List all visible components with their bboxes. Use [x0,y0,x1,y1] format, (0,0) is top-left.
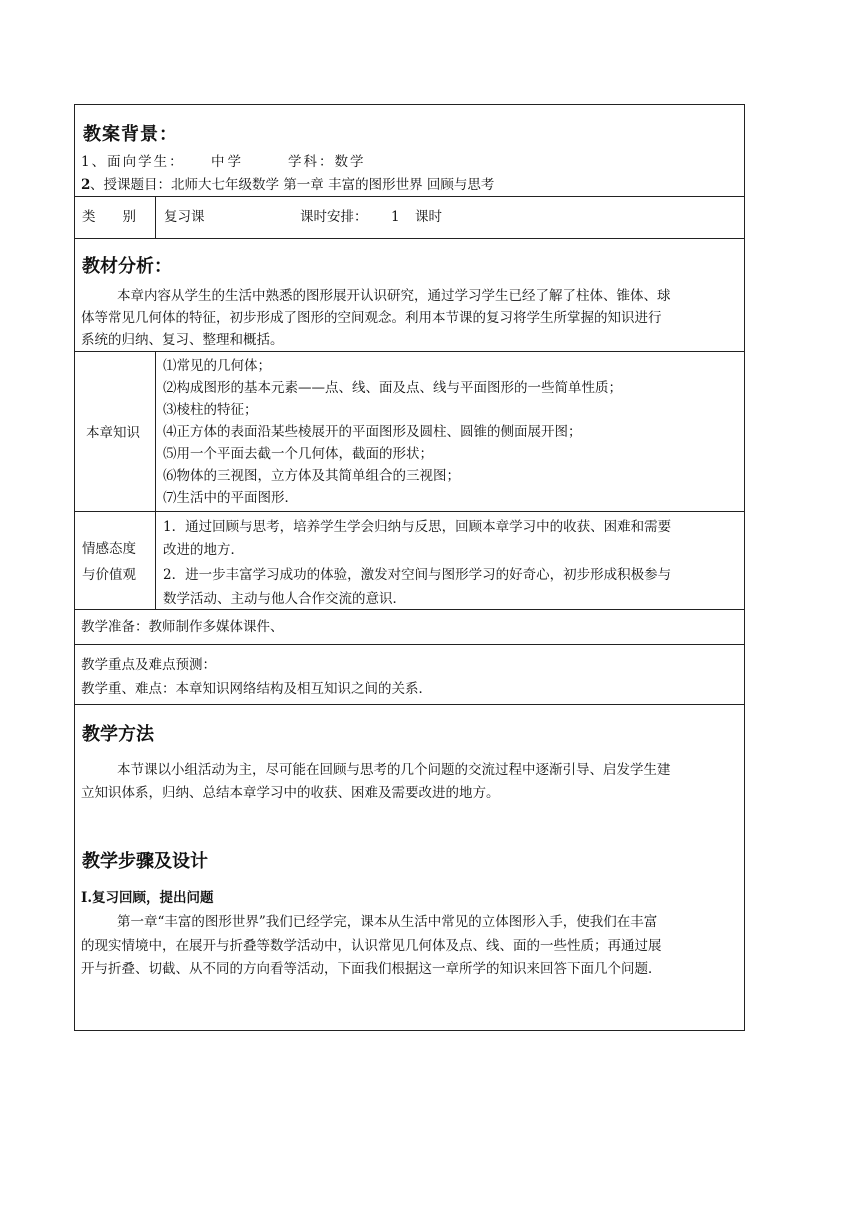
divider [74,644,745,645]
key-points-text: 教学重、难点：本章知识网络结构及相互知识之间的关系． [81,681,432,697]
knowledge-item: ⑸用一个平面去截一个几何体，截面的形状； [163,446,433,462]
category-value: 复习课 [164,209,205,225]
background-heading: 教案背景： [83,124,178,145]
divider [74,704,745,705]
subject-field: 学科：数学 [288,154,366,170]
attitude-line: 2．进一步丰富学习成功的体验，激发对空间与图形学习的好奇心，初步形成积极参与 [163,567,672,583]
key-points-heading: 教学重点及难点预测： [81,657,216,673]
materials-line: 系统的归纳、复习、整理和概括。 [81,332,284,348]
steps-section-title: Ⅰ.复习回顾，提出问题 [81,890,214,906]
attitude-line: 数学活动、主动与他人合作交流的意识． [163,591,406,607]
method-line: 本节课以小组活动为主，尽可能在回顾与思考的几个问题的交流过程中逐渐引导、启发学生建 [117,762,671,778]
knowledge-item: ⑴常见的几何体； [163,358,271,374]
divider [74,511,745,512]
knowledge-label: 本章知识 [86,425,140,441]
materials-heading: 教材分析： [82,256,172,277]
column-divider [155,196,156,238]
lesson-title: 、授课题目：北师大七年级数学 第一章 丰富的图形世界 回顾与思考 [90,177,495,193]
steps-line: 的现实情境中，在展开与折叠等数学活动中，认识常见几何体及点、线、面的一些性质；再通过展 [81,938,662,954]
hours-label: 课时安排： [300,209,368,225]
steps-line: 第一章“丰富的图形世界”我们已经学完，课本从生活中常见的立体图形入手，使我们在丰富 [117,914,658,930]
knowledge-item: ⑹物体的三视图，立方体及其简单组合的三视图； [163,468,460,484]
divider [74,609,745,610]
hours-unit: 课时 [415,209,442,225]
materials-line: 本章内容从学生的生活中熟悉的图形展开认识研究，通过学习学生已经了解了柱体、锥体、球 [117,288,671,304]
method-heading: 教学方法 [82,724,154,745]
preparation-text: 教学准备：教师制作多媒体课件、 [81,619,284,635]
materials-line: 体等常见几何体的特征，初步形成了图形的空间观念。利用本节课的复习将学生所掌握的知识进行 [81,310,662,326]
column-divider [155,351,156,609]
knowledge-item: ⑷正方体的表面沿某些棱展开的平面图形及圆柱、圆锥的侧面展开图； [163,424,582,440]
knowledge-item: ⑶棱柱的特征； [163,402,258,418]
attitude-label: 与价值观 [82,567,136,583]
knowledge-item: ⑺生活中的平面图形． [163,490,298,506]
divider [74,196,745,197]
attitude-line: 改进的地方． [163,542,244,558]
target-students-label: 1、面向学生： [81,154,185,170]
method-line: 立知识体系，归纳、总结本章学习中的收获、困难及需要改进的地方。 [81,785,500,801]
steps-heading: 教学步骤及设计 [82,851,208,872]
knowledge-item: ⑵构成图形的基本元素——点、线、面及点、线与平面图形的一些简单性质； [163,380,622,396]
divider [74,238,745,239]
steps-line: 开与折叠、切截、从不同的方向看等活动，下面我们根据这一章所学的知识来回答下面几个问题． [81,961,662,977]
hours-value: 1 [391,209,400,225]
attitude-line: 1．通过回顾与思考，培养学生学会归纳与反思，回顾本章学习中的收获、困难和需要 [163,519,672,535]
attitude-label: 情感态度 [82,541,136,557]
target-students-value: 中学 [211,154,244,170]
category-label: 类 别 [82,209,136,225]
lesson-title-number: 2 [81,177,91,193]
